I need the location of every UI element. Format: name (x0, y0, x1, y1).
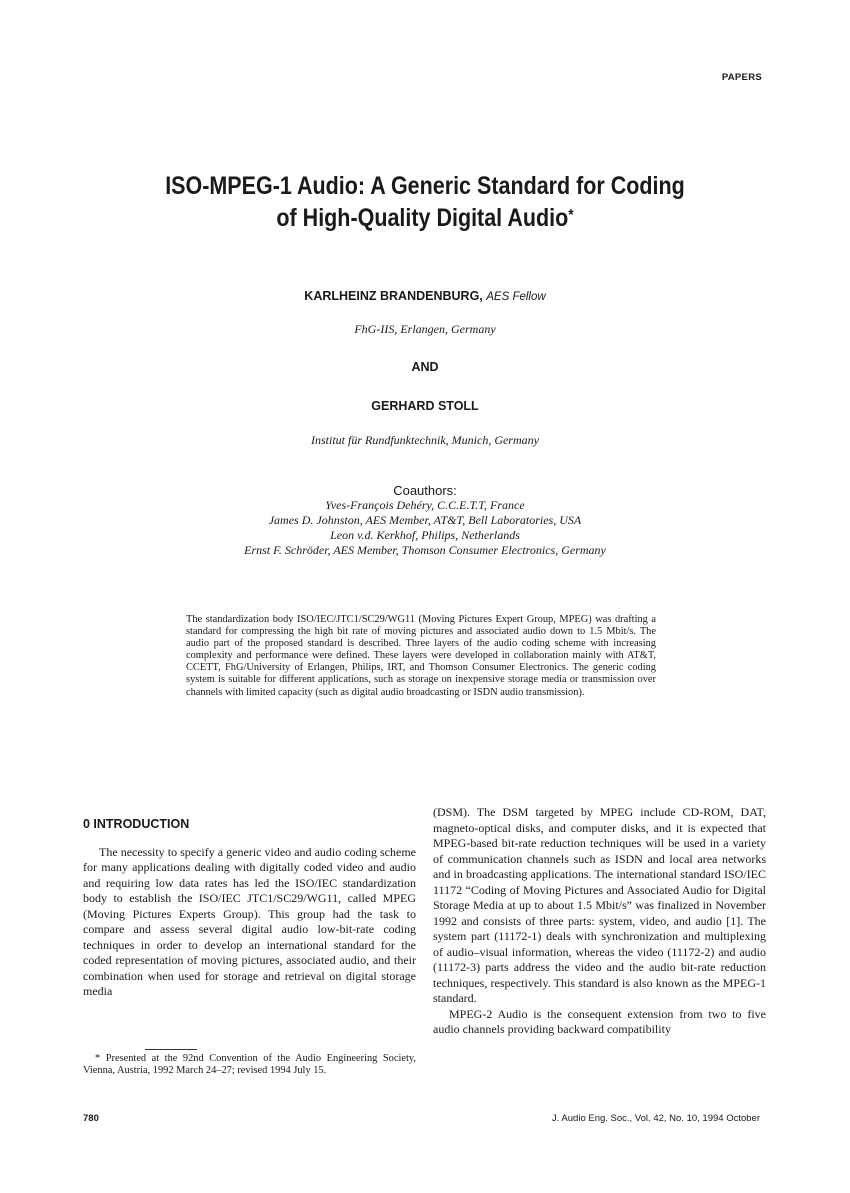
author-2-name: GERHARD STOLL (371, 399, 479, 413)
author-conjunction: AND (411, 360, 439, 374)
title-line-2-text: of High-Quality Digital Audio (276, 204, 569, 232)
coauthor-line: Leon v.d. Kerkhof, Philips, Netherlands (330, 528, 520, 542)
body-paragraph: (DSM). The DSM targeted by MPEG include CD-ROM, DAT, magneto-optical disks, and computer disks, and it is expected that MPEG-based bit-rate reduction techniques will be used in a variety of communication channels such as ISDN and local area networks and in broadcasting applications. The international standard ISO/IEC 11172 “Coding of Moving Pictures and Associated Audio for Digital Storage Media at up to about 1.5 Mbit/s” was finalized in November 1992 and consists of three parts: system, video, and audio [1]. The system part (11172-1) deals with synchronization and multiplexing of audio–visual information, whereas the video (11172-2) and audio (11172-3) parts address the video and the audio bit-rate reduction techniques, respectively. This standard is also known as the MPEG-1 standard. (433, 805, 766, 1005)
title-footnote-mark: * (568, 207, 574, 224)
coauthors-block (0, 483, 850, 558)
author-2-affiliation: Institut für Rundfunktechnik, Munich, Germany (311, 433, 539, 447)
author-1-role: AES Fellow (486, 291, 546, 303)
section-heading-introduction: 0 INTRODUCTION (83, 817, 190, 831)
abstract: The standardization body ISO/IEC/JTC1/SC29/WG11 (Moving Pictures Expert Group, MPEG) was drafting a standard for compressing the high bit rate of moving pictures and associated audio down to 1.5 Mbit/s. The audio part of the proposed standard is described. Three layers of the audio coding scheme with increasing complexity and performance were defined. These layers were developed in collaboration mainly with AT&T, CCETT, FhG/University of Erlangen, Philips, IRT, and Thomson Consumer Electronics. The generic coding system is suitable for different applications, such as storage on inexpensive storage media or transmission over channels with limited capacity (such as digital audio broadcasting or ISDN audio transmission). (186, 614, 656, 698)
left-column (83, 817, 416, 1000)
author-1-name: KARLHEINZ BRANDENBURG, (304, 289, 483, 303)
author-2 (0, 399, 850, 413)
paper-title (111, 170, 739, 234)
section-label: PAPERS (721, 72, 762, 83)
body-paragraph: MPEG-2 Audio is the consequent extension from two to five audio channels providing backward compatibility (433, 1006, 766, 1036)
footnote: * Presented at the 92nd Convention of the Audio Engineering Society, Vienna, Austria, 1992 March 24–27; revised 1994 July 15. (83, 1053, 416, 1076)
coauthors-heading: Coauthors: (393, 483, 457, 498)
coauthor-line: Ernst F. Schröder, AES Member, Thomson Consumer Electronics, Germany (244, 543, 606, 557)
title-line-2 (111, 202, 739, 234)
title-line-1: ISO-MPEG-1 Audio: A Generic Standard for Coding (165, 172, 685, 200)
body-paragraph: The necessity to specify a generic video and audio coding scheme for many applications dealing with digitally coded video and audio and requiring low data rates has led the ISO/IEC standardization body to establish the ISO/IEC JTC1/SC29/WG11, called MPEG (Moving Pictures Experts Group). This group had the task to compare and assess several digital audio low-bit-rate coding techniques in order to develop an international standard for the coded representation of moving pictures, associated audio, and their combination when used for storage and retrieval on digital storage media (83, 844, 416, 998)
right-column (433, 805, 766, 1038)
running-footer: J. Audio Eng. Soc., Vol. 42, No. 10, 1994 October (551, 1113, 760, 1124)
author-1-affiliation: FhG-IIS, Erlangen, Germany (354, 322, 496, 336)
footnote-divider (145, 1049, 197, 1050)
coauthor-line: James D. Johnston, AES Member, AT&T, Bell Laboratories, USA (268, 513, 582, 527)
author-1 (0, 289, 850, 303)
page-number: 780 (83, 1113, 99, 1124)
coauthor-line: Yves-François Dehéry, C.C.E.T.T, France (325, 498, 525, 512)
